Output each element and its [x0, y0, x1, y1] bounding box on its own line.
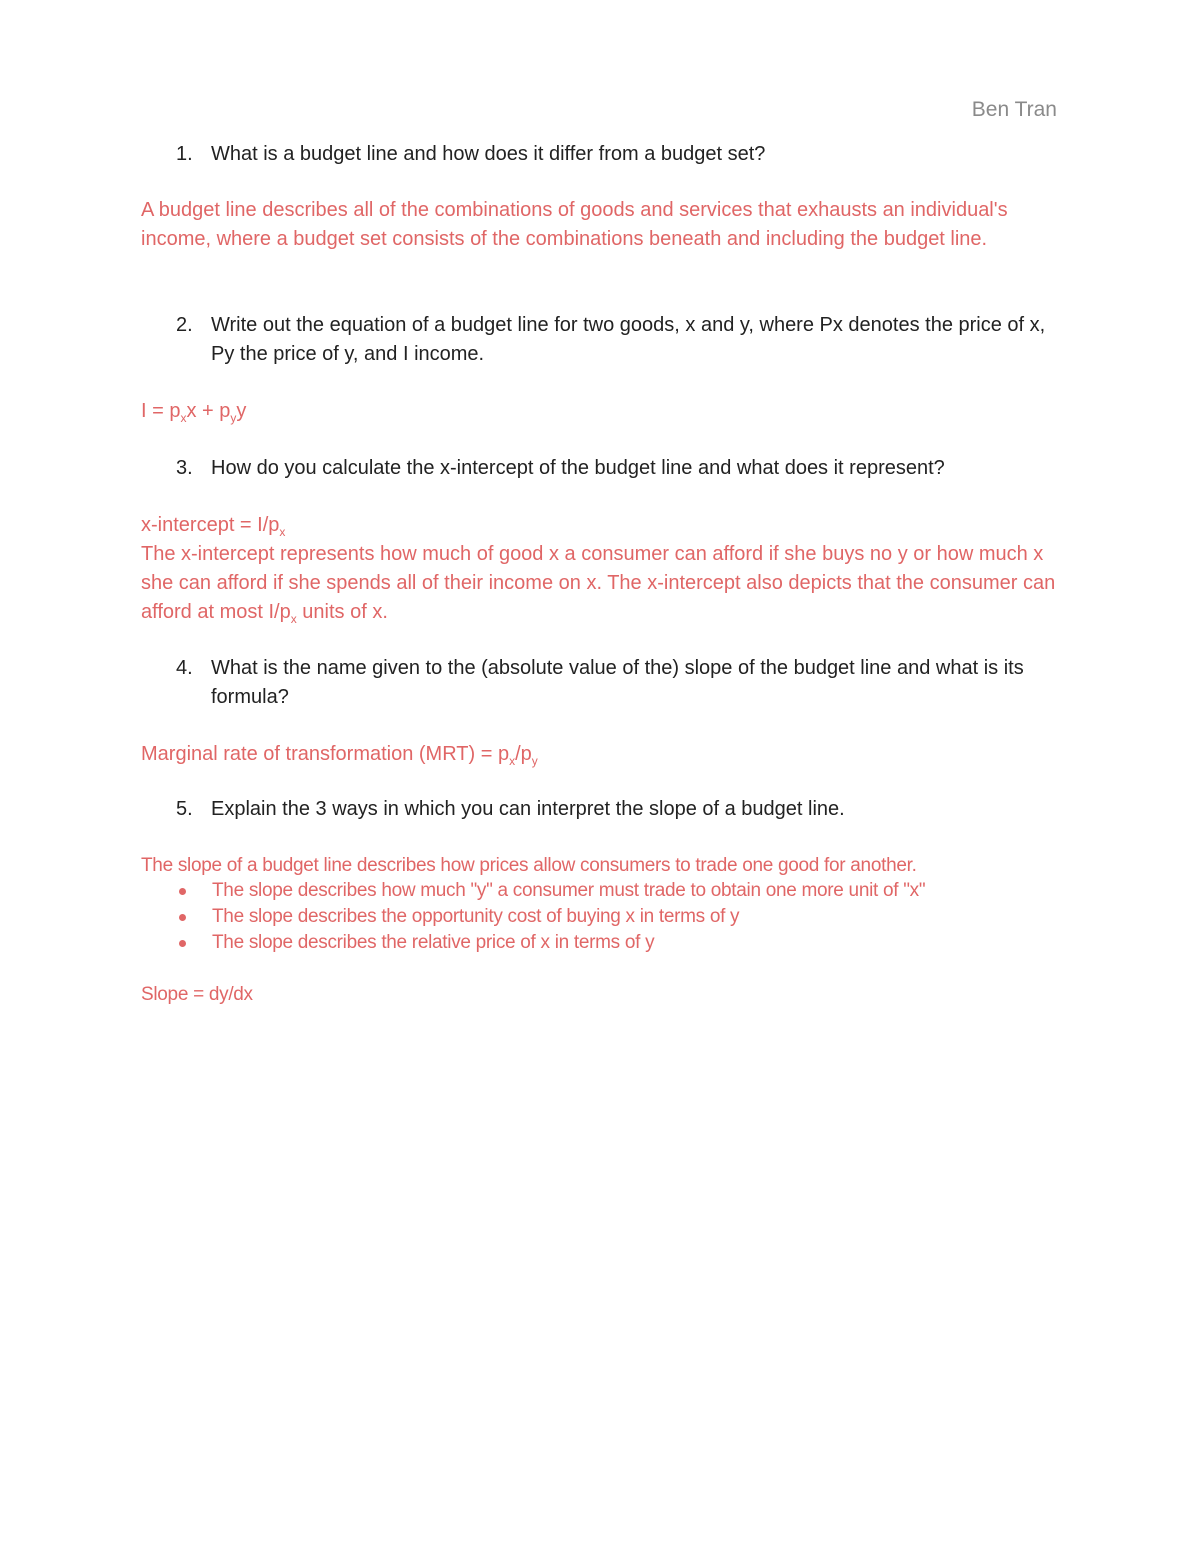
answer-3 — [141, 511, 1061, 627]
question-text: Explain the 3 ways in which you can interpret the slope of a budget line. — [211, 798, 845, 820]
subscript: y — [531, 754, 538, 768]
formula-text: x-intercept = I/p — [141, 514, 280, 536]
question-3 — [176, 454, 1046, 483]
question-1 — [176, 140, 1046, 169]
list-item-text: The slope describes the opportunity cost of buying x in terms of y — [212, 906, 740, 927]
bullet-icon — [179, 914, 186, 921]
list-item — [176, 904, 1056, 930]
equation-part: x + p — [186, 400, 231, 422]
bullet-icon — [179, 888, 186, 895]
question-2 — [176, 311, 1046, 369]
x-intercept-explanation — [141, 540, 1061, 627]
slope-formula: Slope = dy/dx — [141, 984, 253, 1005]
question-number: 5. — [176, 798, 193, 820]
question-4 — [176, 654, 1046, 712]
list-item — [176, 930, 1056, 956]
explanation-text: The x-intercept represents how much of good x a consumer can afford if she buys no y or how much x she can afford if she spends all of their income on x. The x-intercept also depicts that the consumer can afford at most I/p — [141, 543, 1056, 623]
subscript: x — [290, 612, 297, 626]
answer-1: A budget line describes all of the combinations of goods and services that exhausts an individual's income, where a budget set consists of the combinations beneath and including the budget line. — [141, 199, 1008, 250]
explanation-text: units of x. — [296, 601, 388, 623]
author-name: Ben Tran — [971, 98, 1057, 121]
answer-2-equation — [141, 397, 1061, 426]
question-text: Write out the equation of a budget line for two goods, x and y, where Px denotes the price of x, Py the price of y, and I income. — [211, 314, 1046, 365]
question-text: What is the name given to the (absolute value of the) slope of the budget line and what is its formula? — [211, 657, 1024, 708]
list-item-text: The slope describes how much "y" a consumer must trade to obtain one more unit of "x" — [212, 880, 926, 901]
subscript: y — [230, 411, 237, 425]
equation-part: I = p — [141, 400, 181, 422]
question-number: 1. — [176, 143, 193, 165]
question-number: 2. — [176, 314, 193, 336]
question-text: What is a budget line and how does it differ from a budget set? — [211, 143, 766, 165]
formula-text: /p — [515, 743, 532, 765]
list-item-text: The slope describes the relative price of x in terms of y — [212, 932, 655, 953]
bullet-icon — [179, 940, 186, 947]
question-text: How do you calculate the x-intercept of the budget line and what does it represent? — [211, 457, 945, 479]
subscript: x — [279, 525, 286, 539]
question-number: 3. — [176, 457, 193, 479]
question-5 — [176, 795, 1046, 824]
equation-part: y — [236, 400, 247, 422]
question-number: 4. — [176, 657, 193, 679]
subscript: x — [509, 754, 516, 768]
slope-interpretations-list — [176, 878, 1056, 956]
answer-4 — [141, 740, 1061, 769]
subscript: x — [180, 411, 187, 425]
answer-5-intro: The slope of a budget line describes how prices allow consumers to trade one good for another. — [141, 855, 917, 876]
x-intercept-formula — [141, 511, 1061, 540]
list-item — [176, 878, 1056, 904]
formula-text: Marginal rate of transformation (MRT) = p — [141, 743, 510, 765]
